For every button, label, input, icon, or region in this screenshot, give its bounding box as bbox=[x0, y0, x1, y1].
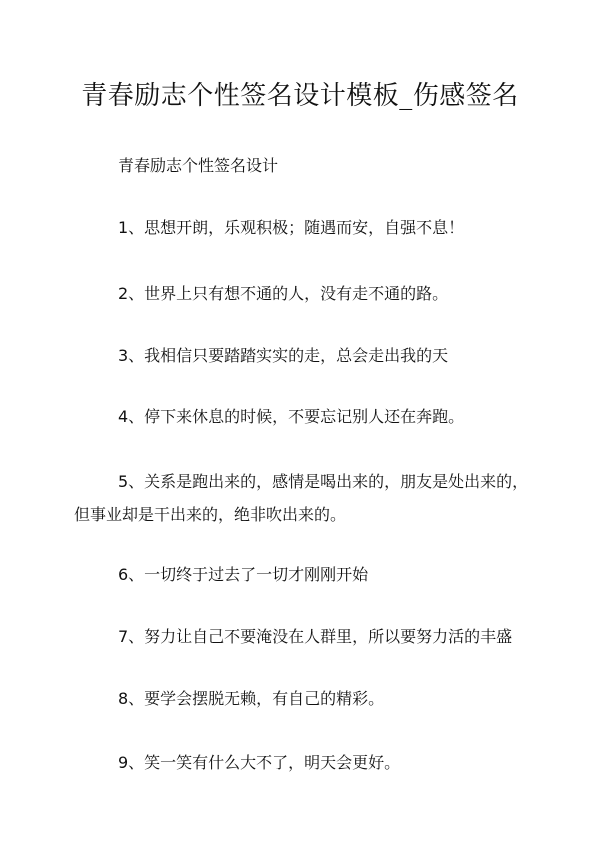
list-item: 5、关系是跑出来的，感情是喝出来的，朋友是处出来的，但事业却是干出来的，绝非吹出来的。 bbox=[74, 472, 529, 524]
list-item: 1、思想开朗，乐观积极；随遇而安，自强不息！ bbox=[118, 218, 465, 237]
list-item: 8、要学会摆脱无赖，有自己的精彩。 bbox=[118, 689, 385, 708]
list-item: 6、一切终于过去了一切才刚刚开始 bbox=[118, 565, 369, 584]
list-item: 2、世界上只有想不通的人，没有走不通的路。 bbox=[118, 284, 449, 303]
list-item: 4、停下来休息的时候，不要忘记别人还在奔跑。 bbox=[118, 407, 465, 426]
list-item: 7、努力让自己不要淹没在人群里，所以要努力活的丰盛 bbox=[118, 627, 513, 646]
list-item: 3、我相信只要踏踏实实的走，总会走出我的天 bbox=[118, 346, 449, 365]
section-heading: 青春励志个性签名设计 bbox=[118, 156, 279, 175]
list-item: 9、笑一笑有什么大不了，明天会更好。 bbox=[118, 753, 401, 772]
page-title: 青春励志个性签名设计模板_伤感签名 bbox=[81, 81, 519, 111]
